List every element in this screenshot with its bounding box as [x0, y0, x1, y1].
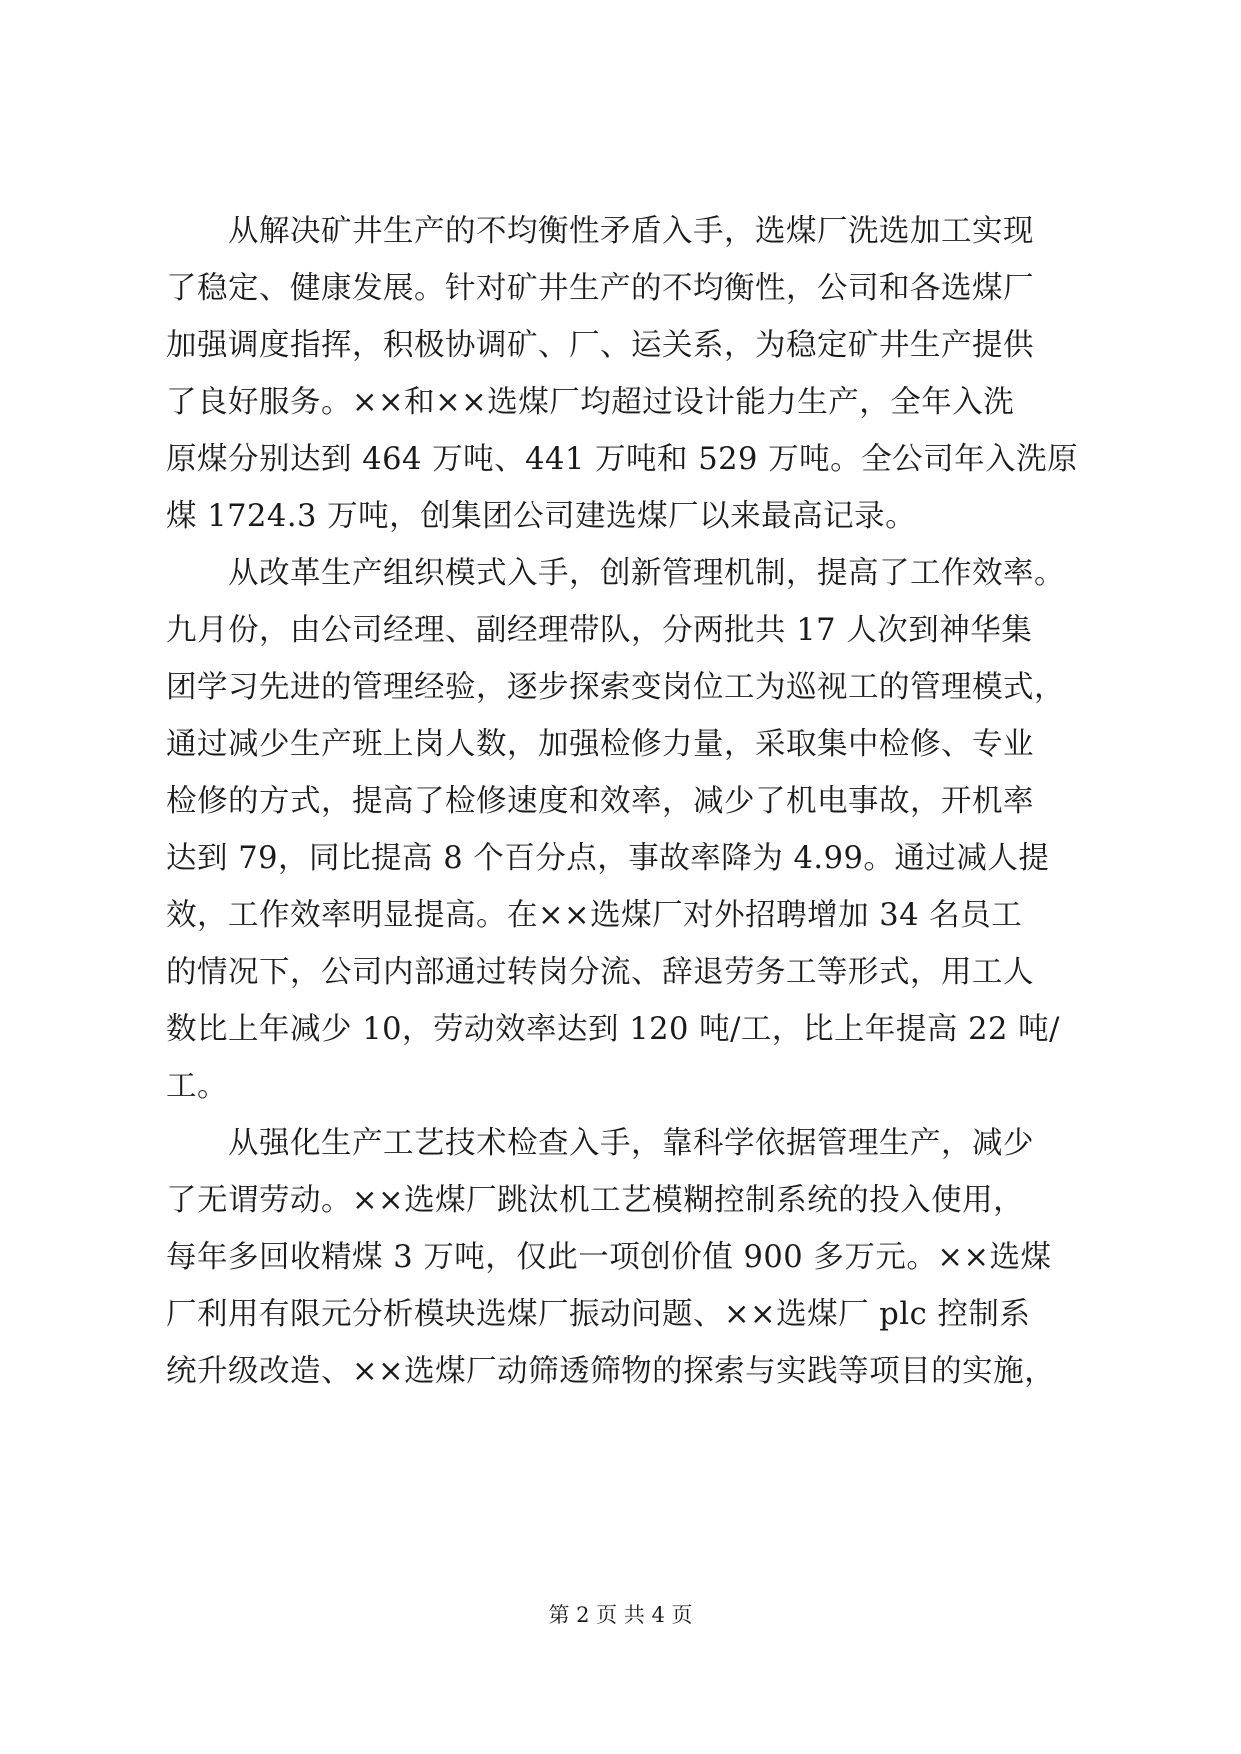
text-line: 团学习先进的管理经验，逐步探索变岗位工为巡视工的管理模式，: [166, 670, 1065, 705]
text-line: 通过减少生产班上岗人数，加强检修力量，采取集中检修、专业: [166, 727, 1034, 762]
page-number: 第 2 页 共 4 页: [548, 1603, 693, 1627]
text-line: 的情况下，公司内部通过转岗分流、辞退劳务工等形式，用工人: [166, 955, 1034, 990]
text-line: 达到 79，同比提高 8 个百分点，事故率降为 4.99。通过减人提: [166, 841, 1050, 876]
text-line: 原煤分别达到 464 万吨、441 万吨和 529 万吨。全公司年入洗原: [166, 442, 1079, 477]
text-line: 了稳定、健康发展。针对矿井生产的不均衡性，公司和各选煤厂: [166, 271, 1034, 306]
text-line: 检修的方式，提高了检修速度和效率，减少了机电事故，开机率: [166, 784, 1034, 819]
text-line: 从改革生产组织模式入手，创新管理机制，提高了工作效率。: [166, 556, 1065, 591]
text-line: 了无谓劳动。××选煤厂跳汰机工艺模糊控制系统的投入使用，: [166, 1183, 1025, 1218]
text-line: 每年多回收精煤 3 万吨，仅此一项创价值 900 多万元。××选煤: [166, 1240, 1052, 1275]
text-line: 统升级改造、××选煤厂动筛透筛物的探索与实践等项目的实施，: [166, 1354, 1056, 1389]
text-line: 九月份，由公司经理、副经理带队，分两批共 17 人次到神华集: [166, 613, 1033, 648]
text-line: 从强化生产工艺技术检查入手，靠科学依据管理生产，减少: [166, 1126, 1034, 1161]
text-line: 效，工作效率明显提高。在××选煤厂对外招聘增加 34 名员工: [166, 898, 1023, 933]
text-line: 工。: [166, 1069, 228, 1104]
text-line: 煤 1724.3 万吨，创集团公司建选煤厂以来最高记录。: [166, 499, 917, 534]
text-line: 从解决矿井生产的不均衡性矛盾入手，选煤厂洗选加工实现: [166, 214, 1034, 249]
page-footer: [0, 1600, 1241, 1630]
text-line: 数比上年减少 10，劳动效率达到 120 吨/工，比上年提高 22 吨/: [166, 1012, 1060, 1047]
text-line: 厂利用有限元分析模块选煤厂振动问题、××选煤厂 plc 控制系: [166, 1297, 1031, 1332]
text-line: 加强调度指挥，积极协调矿、厂、运关系，为稳定矿井生产提供: [166, 328, 1034, 363]
text-line: 了良好服务。××和××选煤厂均超过设计能力生产，全年入洗: [166, 385, 1015, 420]
